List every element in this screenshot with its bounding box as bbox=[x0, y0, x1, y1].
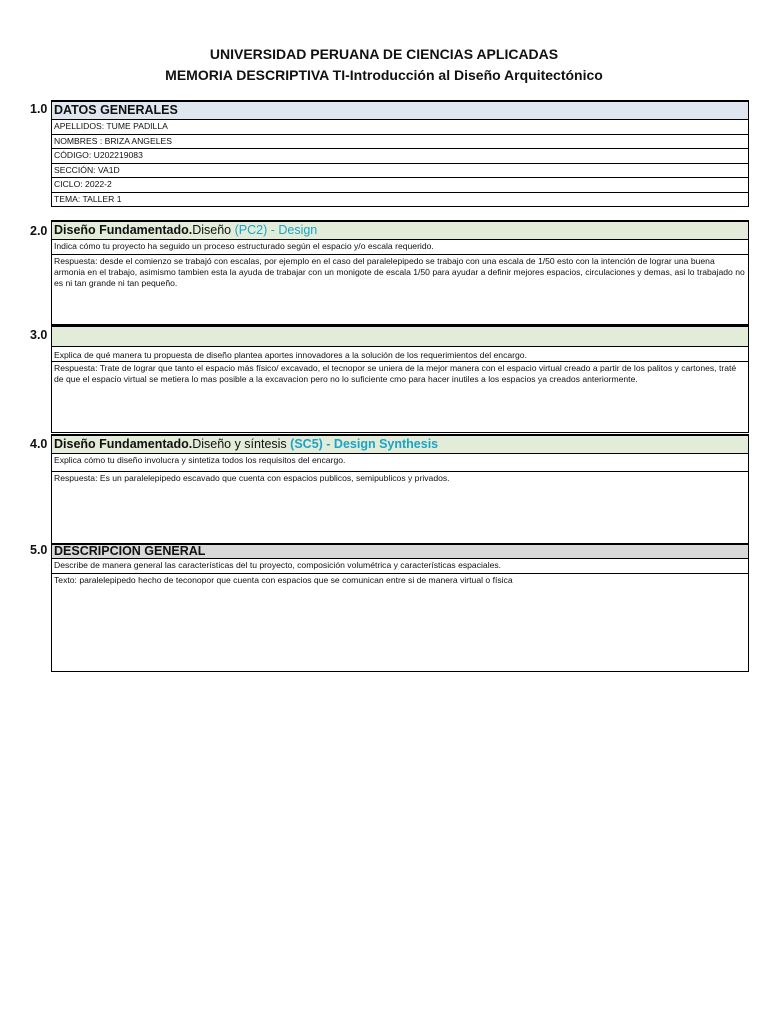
section-prompt: Describe de manera general las características del tu proyecto, composición volumétrica y características espaciales. bbox=[52, 558, 748, 573]
field-apellidos: APELLIDOS: TUME PADILLA bbox=[52, 119, 748, 134]
section-3 bbox=[30, 325, 749, 433]
section-answer: Respuesta: desde el comienzo se trabajó con escalas, por ejemplo en el caso del paralelepipedo se trabajo con una escala de 1/50 esto con la intención de lograr una buena armonia en el trabajo, asimismo tambien esta la ayuda de trabajar con un monigote de escala 1/50 para ayudar a definir mejores espacios, circulaciones y demas, asi lo trabajado no es ni tan grande ni tan pequeño. bbox=[52, 254, 748, 324]
document-header bbox=[0, 44, 768, 86]
title-sub: Diseño y síntesis bbox=[192, 437, 291, 451]
section-title: DATOS GENERALES bbox=[52, 101, 748, 119]
section-title bbox=[52, 326, 748, 346]
title-main: Diseño Fundamentado. bbox=[54, 223, 193, 237]
section-diseno-fundamentado-pc2 bbox=[30, 220, 749, 325]
title-tag: (SC5) - Design Synthesis bbox=[290, 437, 439, 451]
title-main: Diseño Fundamentado. bbox=[54, 437, 193, 451]
section-prompt: Explica de qué manera tu propuesta de diseño plantea aportes innovadores a la solución de los requerimientos del encargo. bbox=[52, 346, 748, 361]
field-tema: TEMA: TALLER 1 bbox=[52, 192, 748, 207]
section-descripcion-general bbox=[30, 543, 749, 672]
section-number: 4.0 bbox=[30, 437, 48, 451]
section-title: DESCRIPCION GENERAL bbox=[52, 544, 748, 558]
section-number: 1.0 bbox=[30, 102, 48, 116]
section-prompt: Explica cómo tu diseño involucra y sintetiza todos los requisitos del encargo. bbox=[52, 453, 748, 471]
section-diseno-sintesis-sc5 bbox=[30, 434, 749, 545]
document-subtitle: MEMORIA DESCRIPTIVA TI-Introducción al Diseño Arquitectónico bbox=[165, 67, 603, 83]
title-sub: Diseño bbox=[192, 223, 235, 237]
section-number: 5.0 bbox=[30, 543, 48, 557]
section-answer: Respuesta: Es un paralelepipedo escavado que cuenta con espacios publicos, semipublicos y privados. bbox=[52, 471, 748, 544]
university-title: UNIVERSIDAD PERUANA DE CIENCIAS APLICADAS bbox=[209, 46, 559, 62]
section-answer: Texto: paralelepipedo hecho de teconopor que cuenta con espacios que se comunican entre si de manera virtual o física bbox=[52, 573, 748, 671]
field-codigo: CÓDIGO: U202219083 bbox=[52, 148, 748, 163]
section-answer: Respuesta: Trate de lograr que tanto el espacio más físico/ excavado, el tecnopor se uniera de la mejor manera con el espacio virtual creado a partir de los palitos y cartones, traté de que el espacio virtual se metiera lo mas posible a la excavacion pero no lo suficiente cmo para hacer inutiles a los espacios ya creados anteriormente. bbox=[52, 361, 748, 432]
field-seccion: SECCIÓN: VA1D bbox=[52, 163, 748, 178]
section-datos-generales bbox=[30, 100, 749, 207]
section-title bbox=[52, 221, 748, 239]
section-prompt: Indica cómo tu proyecto ha seguido un proceso estructurado según el espacio y/o escala requerido. bbox=[52, 239, 748, 254]
section-number: 2.0 bbox=[30, 224, 48, 238]
section-number: 3.0 bbox=[30, 328, 48, 342]
field-ciclo: CICLO: 2022-2 bbox=[52, 177, 748, 192]
section-title bbox=[52, 435, 748, 453]
field-nombres: NOMBRES : BRIZA ANGELES bbox=[52, 134, 748, 149]
title-tag: (PC2) - Design bbox=[234, 223, 318, 237]
